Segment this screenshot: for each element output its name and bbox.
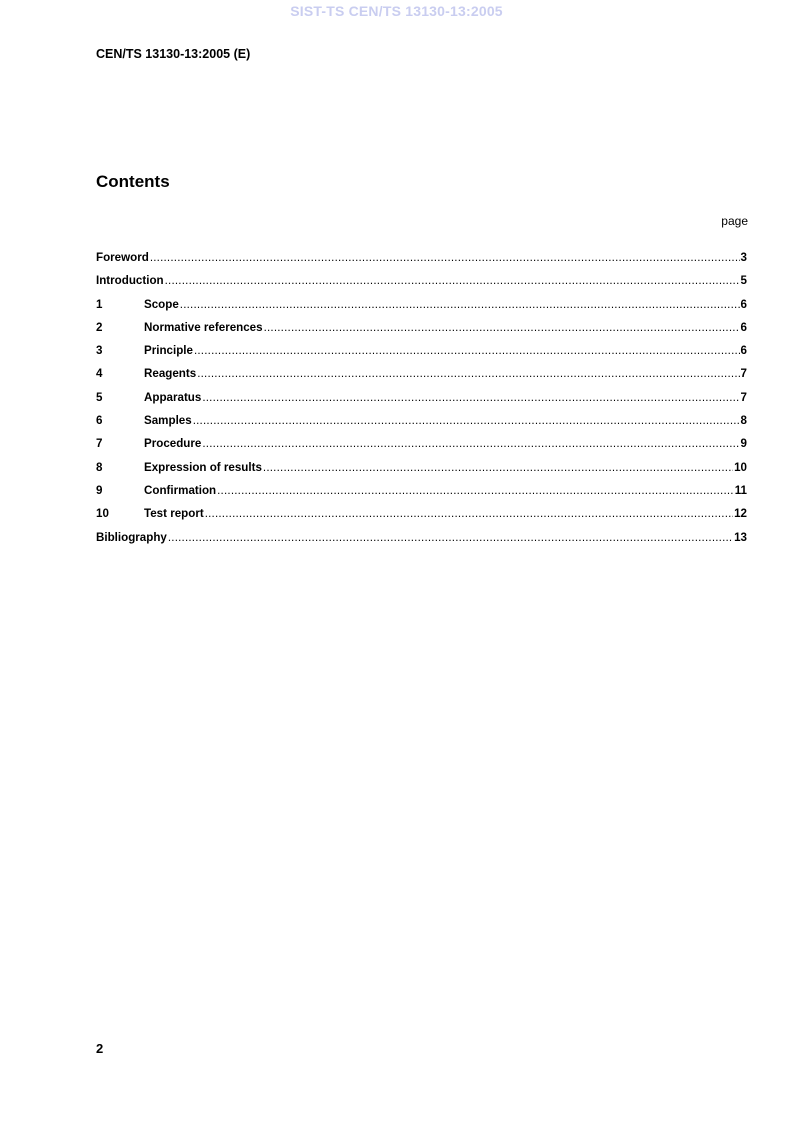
contents-heading: Contents bbox=[96, 172, 170, 191]
toc-entry[interactable] bbox=[96, 531, 747, 554]
toc-dot-leader bbox=[202, 437, 739, 450]
toc-entry-title: Test report bbox=[144, 507, 204, 521]
toc-entry[interactable] bbox=[96, 251, 747, 274]
watermark: SIST-TS CEN/TS 13130-13:2005 bbox=[290, 3, 503, 19]
toc-entry-number: 5 bbox=[96, 390, 103, 404]
toc-entry[interactable] bbox=[96, 321, 747, 344]
toc-entry-page: 10 bbox=[734, 460, 747, 474]
toc-dot-leader bbox=[205, 507, 733, 520]
toc-dot-leader bbox=[217, 484, 734, 497]
toc-dot-leader bbox=[263, 461, 733, 474]
toc-entry-title: Bibliography bbox=[96, 530, 167, 544]
toc-entry-number: 3 bbox=[96, 344, 103, 358]
toc-entry-page: 6 bbox=[740, 344, 747, 358]
page-number: 2 bbox=[96, 1041, 104, 1056]
toc-entry-page: 3 bbox=[740, 251, 747, 264]
toc-entry[interactable] bbox=[96, 344, 747, 367]
table-of-contents bbox=[96, 251, 747, 554]
toc-entry-page: 11 bbox=[734, 483, 747, 497]
toc-entry[interactable] bbox=[96, 391, 747, 414]
toc-entry-title: Foreword bbox=[96, 251, 149, 264]
toc-dot-leader bbox=[194, 344, 740, 357]
toc-entry-number: 7 bbox=[96, 437, 103, 451]
toc-entry-number: 2 bbox=[96, 320, 103, 334]
toc-entry-page: 5 bbox=[740, 274, 747, 288]
toc-dot-leader bbox=[197, 367, 739, 380]
toc-dot-leader bbox=[193, 414, 740, 427]
toc-entry[interactable] bbox=[96, 298, 747, 321]
toc-entry[interactable] bbox=[96, 507, 747, 530]
toc-entry-title: Expression of results bbox=[144, 460, 262, 474]
toc-dot-leader bbox=[180, 298, 740, 311]
toc-entry-number: 8 bbox=[96, 460, 103, 474]
toc-entry-number: 10 bbox=[96, 507, 109, 521]
toc-entry-page: 13 bbox=[734, 530, 747, 544]
toc-entry[interactable] bbox=[96, 414, 747, 437]
document-id-header: CEN/TS 13130-13:2005 (E) bbox=[96, 47, 251, 61]
toc-entry[interactable] bbox=[96, 484, 747, 507]
toc-entry-title: Confirmation bbox=[144, 483, 217, 497]
toc-entry[interactable] bbox=[96, 461, 747, 484]
toc-entry-title: Procedure bbox=[144, 437, 202, 451]
toc-entry-title: Normative references bbox=[144, 320, 263, 334]
toc-dot-leader bbox=[150, 251, 740, 264]
toc-entry[interactable] bbox=[96, 437, 747, 460]
toc-entry-number: 1 bbox=[96, 297, 103, 311]
page-column-label: page bbox=[721, 214, 748, 228]
toc-entry-page: 12 bbox=[734, 507, 747, 521]
toc-entry-number: 6 bbox=[96, 414, 103, 428]
toc-dot-leader bbox=[165, 274, 740, 287]
toc-entry-title: Samples bbox=[144, 414, 192, 428]
toc-entry-page: 9 bbox=[740, 437, 747, 451]
toc-entry-number: 9 bbox=[96, 483, 103, 497]
toc-entry-page: 7 bbox=[740, 367, 747, 381]
toc-dot-leader bbox=[202, 391, 739, 404]
toc-entry-title: Apparatus bbox=[144, 390, 202, 404]
toc-dot-leader bbox=[168, 531, 733, 544]
toc-dot-leader bbox=[264, 321, 740, 334]
toc-entry-number: 4 bbox=[96, 367, 103, 381]
toc-entry-title: Reagents bbox=[144, 367, 197, 381]
toc-entry-title: Introduction bbox=[96, 274, 164, 288]
toc-entry-page: 6 bbox=[740, 297, 747, 311]
toc-entry-page: 7 bbox=[740, 390, 747, 404]
toc-entry-page: 6 bbox=[740, 320, 747, 334]
toc-entry[interactable] bbox=[96, 274, 747, 297]
toc-entry-title: Scope bbox=[144, 297, 179, 311]
toc-entry-page: 8 bbox=[740, 414, 747, 428]
toc-entry[interactable] bbox=[96, 367, 747, 390]
toc-entry-title: Principle bbox=[144, 344, 193, 358]
